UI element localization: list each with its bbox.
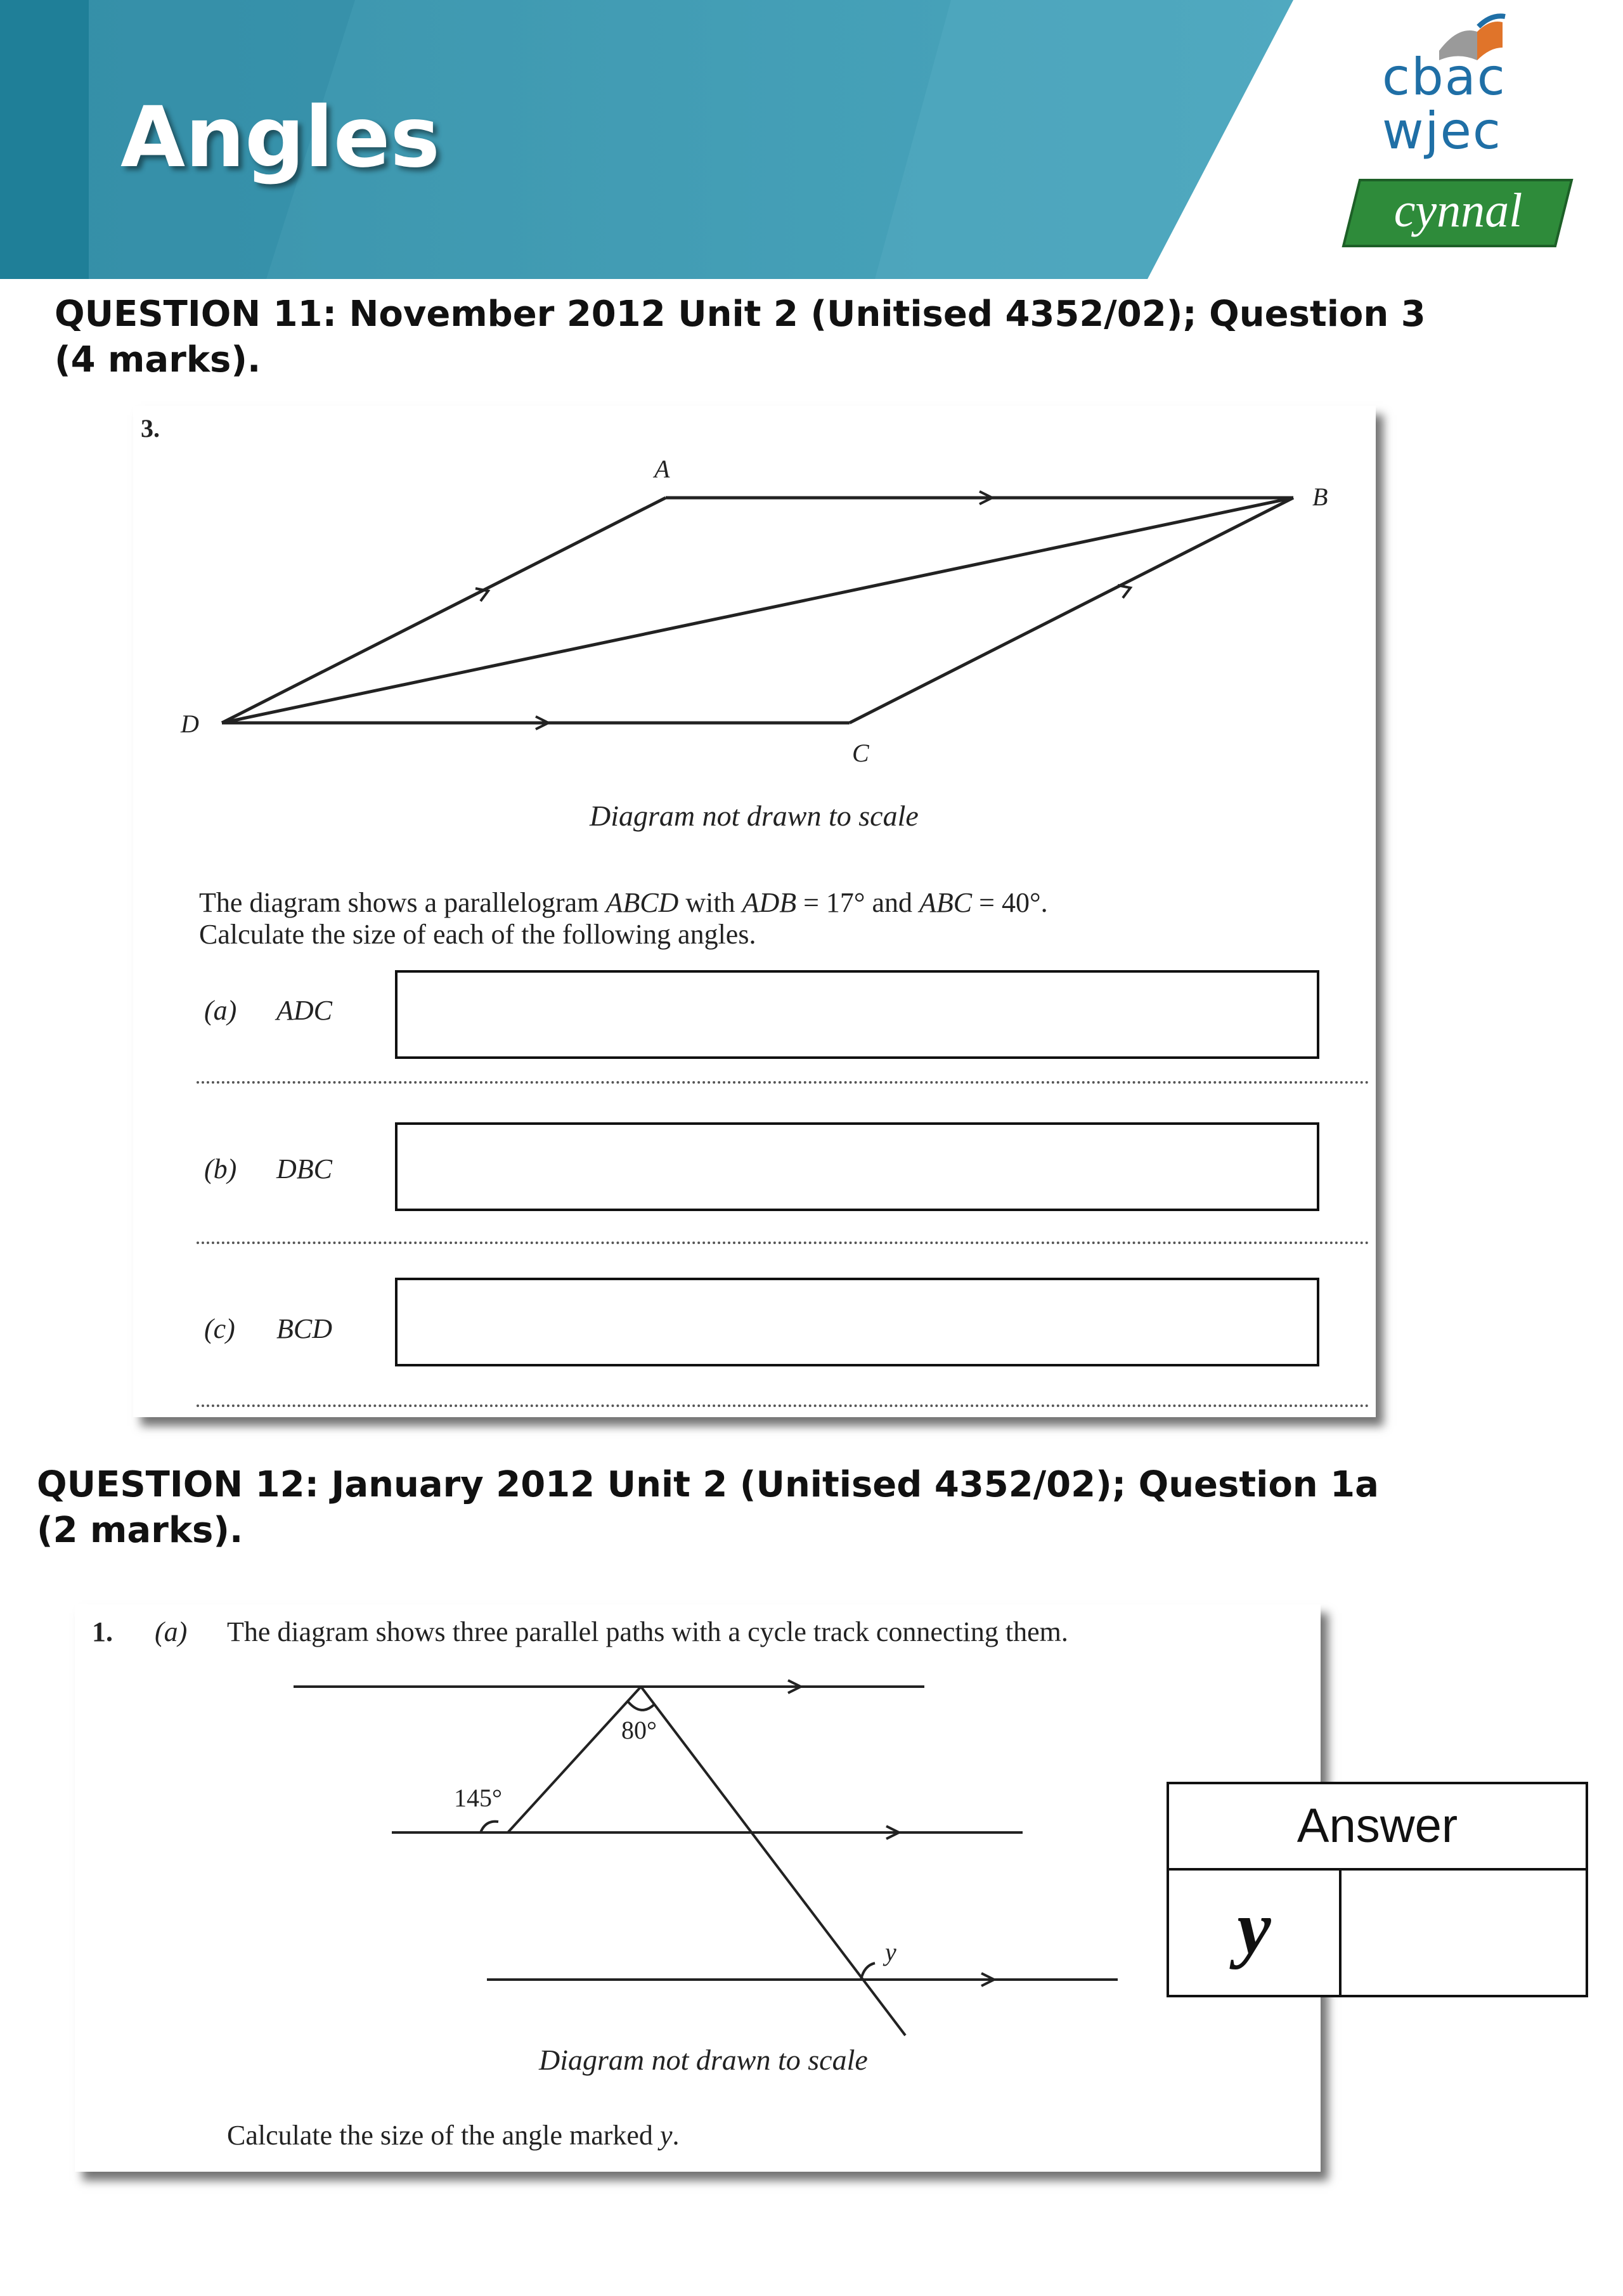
cynnal-badge [1342, 179, 1574, 247]
q11-shape-name: ABCD [605, 887, 679, 918]
q11-panel [133, 406, 1376, 1417]
side-da [222, 498, 666, 723]
angle-80-label: 80° [621, 1716, 657, 1744]
angle-145-label: 145° [454, 1784, 502, 1812]
answer-table [1167, 1782, 1588, 1997]
angle-145-arc [481, 1822, 498, 1832]
angle-y-label: y [885, 1938, 896, 1966]
q12-instruction-pre: Calculate the size of the angle marked [227, 2120, 660, 2151]
answer-header-label: Answer [1296, 1799, 1458, 1853]
page-title: Angles [120, 89, 440, 186]
q12-number: 1. [92, 1616, 113, 1647]
answer-table-header [1169, 1784, 1586, 1871]
vertex-label-a: A [654, 455, 670, 483]
angle-80-arc [628, 1701, 654, 1710]
track-left [508, 1687, 641, 1832]
cynnal-badge-text: cynnal [1393, 184, 1523, 237]
q11-text-with: with [678, 887, 742, 918]
q12-part-label: (a) [155, 1616, 188, 1647]
part-a-answer-box[interactable] [395, 970, 1319, 1059]
diagonal-db [222, 498, 1293, 723]
q12-heading-line2: (2 marks). [37, 1510, 243, 1551]
paths-diagram [75, 1604, 1321, 2048]
track-right [641, 1687, 905, 2035]
part-c-dotted-line [197, 1404, 1369, 1407]
cbac-wjec-logo [1350, 13, 1553, 254]
part-b-answer-box[interactable] [395, 1122, 1319, 1211]
part-c-label: (c) [204, 1313, 235, 1344]
part-b-dotted-line [197, 1242, 1369, 1244]
q12-panel [75, 1604, 1321, 2172]
q11-text-pre: The diagram shows a parallelogram [199, 887, 606, 918]
q11-angle-abc: ABC [919, 887, 973, 918]
logo-wjec: wjec [1382, 101, 1502, 160]
answer-var-label: y [1237, 1885, 1271, 1969]
q12-instruction [227, 2119, 679, 2151]
q11-number: 3. [141, 414, 160, 443]
q11-angle-abc-value: = 40°. [972, 887, 1048, 918]
q11-heading-line1: QUESTION 11: November 2012 Unit 2 (Unitised 4352/02); Question 3 [55, 294, 1426, 335]
q12-intro: The diagram shows three parallel paths with a cycle track connecting them. [227, 1616, 1068, 1647]
q11-angle-adb: ADB [742, 887, 797, 918]
part-b-angle: DBC [276, 1153, 332, 1184]
vertex-label-b: B [1312, 483, 1328, 511]
q11-heading-line2: (4 marks). [55, 339, 261, 380]
vertex-label-d: D [181, 710, 199, 738]
answer-value-cell[interactable] [1342, 1871, 1586, 1995]
q12-instruction-var: y [659, 2120, 673, 2151]
q11-caption: Diagram not drawn to scale [590, 800, 919, 832]
part-c-angle: BCD [276, 1313, 332, 1344]
side-cb [850, 498, 1293, 723]
q12-instruction-post: . [672, 2120, 680, 2151]
parallelogram-diagram [133, 406, 1376, 862]
part-a-angle: ADC [276, 995, 332, 1026]
q12-heading [37, 1462, 1379, 1553]
q12-caption: Diagram not drawn to scale [539, 2044, 868, 2076]
q12-heading-line1: QUESTION 12: January 2012 Unit 2 (Unitised 4352/02); Question 1a [37, 1464, 1379, 1505]
angle-y-arc [861, 1963, 875, 1980]
part-a-label: (a) [204, 995, 237, 1026]
part-c-answer-box[interactable] [395, 1278, 1319, 1366]
vertex-label-c: C [852, 739, 869, 767]
logo-cbac: cbac [1382, 48, 1506, 107]
q11-angle-adb-value: = 17° and [796, 887, 920, 918]
q11-statement [199, 886, 1048, 919]
answer-var-cell [1169, 1871, 1342, 1995]
q11-instruction: Calculate the size of each of the following angles. [199, 919, 756, 950]
q11-heading [55, 292, 1426, 383]
part-a-dotted-line [197, 1081, 1369, 1084]
part-b-label: (b) [204, 1153, 237, 1184]
